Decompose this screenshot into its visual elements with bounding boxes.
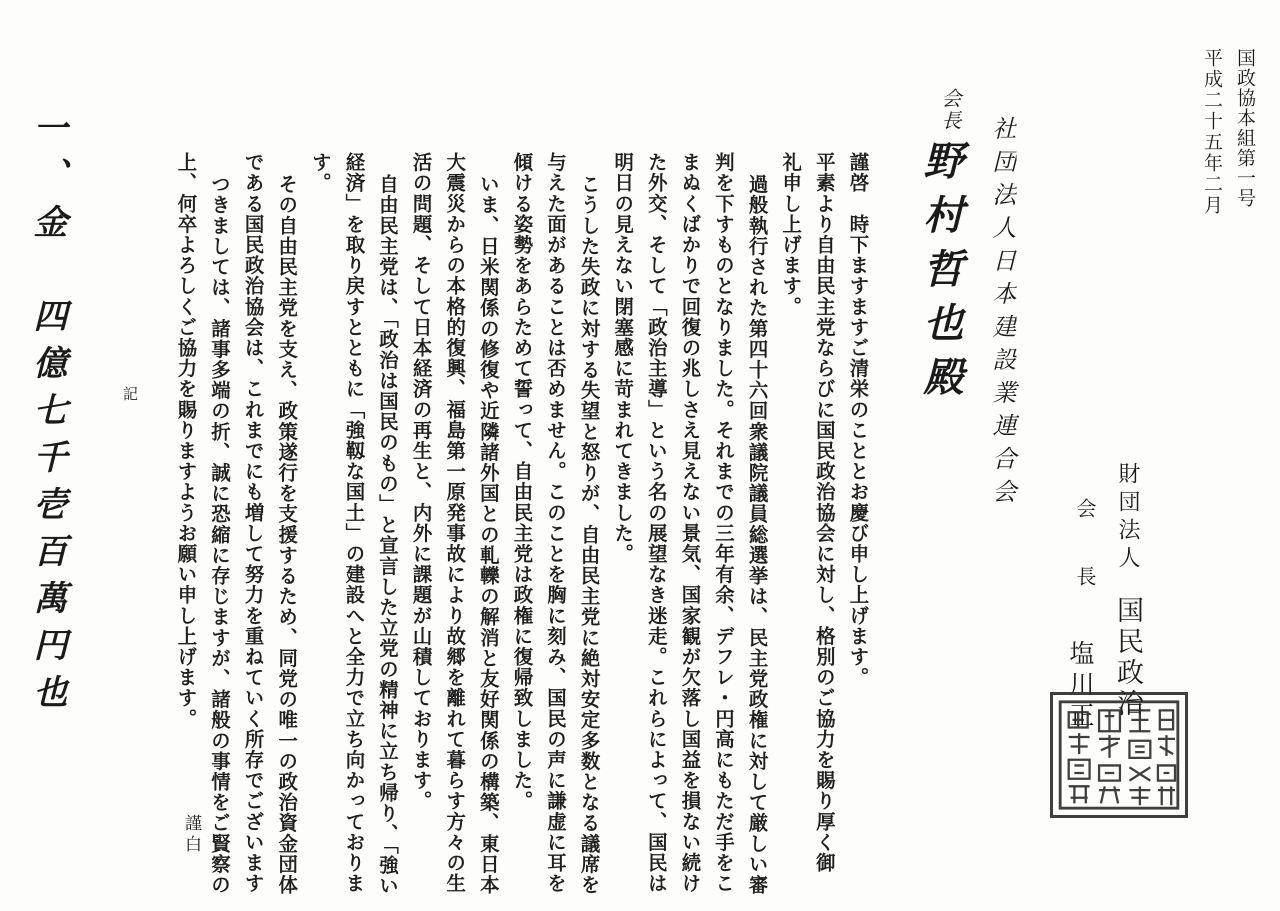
body-line: す。 — [308, 152, 332, 194]
body-line: 上、何卒よろしくご協力を賜りますようお願い申し上げます。 — [174, 152, 198, 729]
body-line: 経済」を取り戻すとともに「強靱な国土」の建設へと全力で立ち向かっておりま — [342, 152, 366, 894]
body-line: 礼申し上げます。 — [779, 152, 803, 317]
ki-mark: 記 — [121, 386, 139, 401]
body-line: た外交、そして「政治主導」という名の展望なき迷走。これらによって、国民は — [644, 152, 668, 894]
body-line: 与えた面があることは否めません。このことを胸に刻み、国民の声に謙虚に耳を — [544, 152, 567, 894]
body-line: 活の問題、そして日本経済の再生と、内外に課題が山積しております。 — [409, 152, 433, 812]
body-line: こうした失政に対する失望と怒りが、自由民主党に絶対安定多数となる議席を — [577, 174, 601, 895]
body-line: 自由民主党は、「政治は国民のもの」と宣言した立党の精神に立ち帰り、「強い — [376, 174, 399, 897]
sender-organization-name: 国民政治 — [1112, 596, 1143, 720]
official-seal — [1050, 692, 1188, 818]
recipient-name: 野村哲也殿 — [917, 140, 964, 410]
document-date: 平成二十五年二月 — [1201, 48, 1223, 216]
sender-organization-type: 財団法人 — [1115, 462, 1140, 574]
body-line: つきましては、諸事多端の折、誠に恐縮に存じますが、諸般の事情をご賢察の — [208, 174, 231, 895]
body-line: 謹啓 時下ますますご清栄のこととお慶び申し上げます。 — [846, 152, 870, 688]
seal-graphic — [1057, 699, 1181, 811]
sender-title: 会 長 — [1073, 498, 1097, 600]
body-line: である国民政治協会は、これまでにも増して努力を重ねていく所存でございます — [241, 152, 265, 894]
body-line: その自由民主党を支え、政策遂行を支援するため、同党の唯一の政治資金団体 — [275, 174, 299, 895]
body-line: 明日の見えない閉塞感に苛まれてきました。 — [611, 152, 635, 564]
body-line: いま、日米関係の修復や近隣諸外国との軋轢の解消と友好関係の構築、東日本 — [476, 174, 500, 895]
sender-name: 塩川正 — [1066, 640, 1095, 733]
body-line: 大震災からの本格的復興、福島第一原発事故により故郷を離れて暮らす方々の生 — [443, 152, 467, 894]
recipient-organization: 社団法人日本建設業連合会 — [988, 116, 1016, 512]
donation-amount: 一、金 四億七千壱百萬円也 — [27, 110, 67, 721]
body-line: 平素より自由民主党ならびに国民政治協会に対し、格別のご協力を賜り厚く御 — [812, 152, 836, 873]
recipient-title: 会長 — [938, 88, 962, 132]
body-line: 判を下すものとなりました。それまでの三年有余、デフレ・円高にもただ手をこ — [712, 152, 735, 894]
body-line: 傾ける姿勢をあらためて誓って、自由民主党は政権に復帰致しました。 — [510, 152, 534, 812]
body-line: まぬくばかりで回復の兆しさえ見えない景気、国家観が欠落し国益を損ない続け — [678, 152, 702, 894]
closing-phrase: 謹白 — [181, 814, 201, 856]
body-line: 過般執行された第四十六回衆議院議員総選挙は、民主党政権に対して厳しい審 — [745, 174, 769, 895]
document-number: 国政協本組第一号 — [1234, 48, 1256, 208]
